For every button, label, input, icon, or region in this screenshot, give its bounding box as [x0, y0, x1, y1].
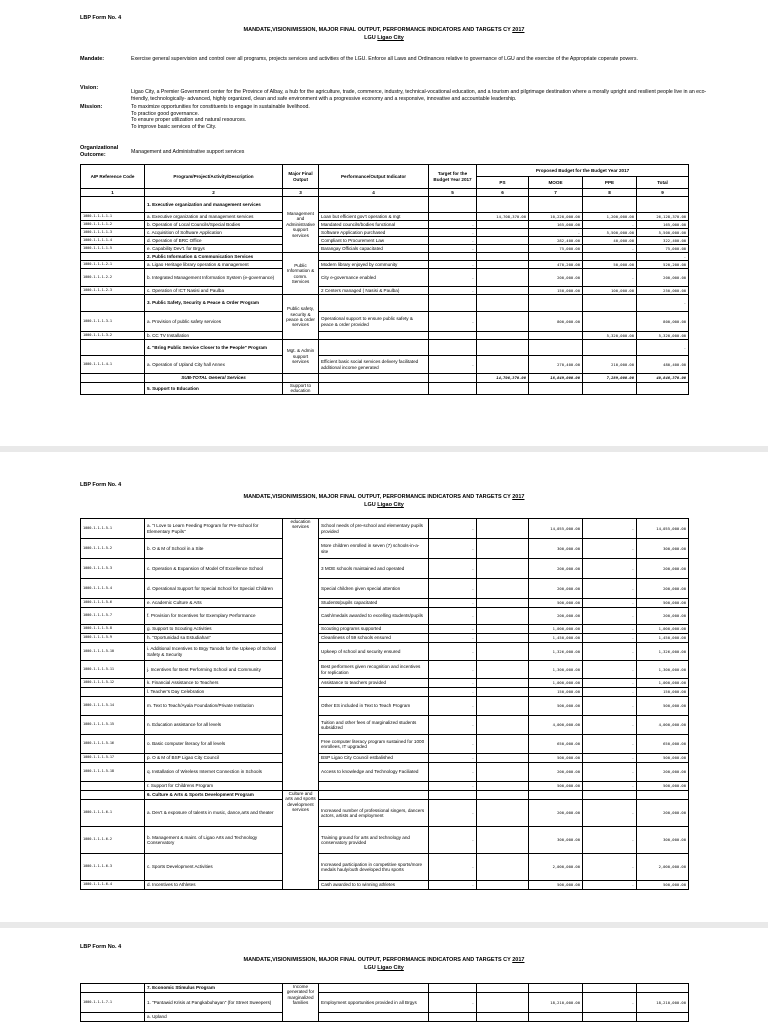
col-number: 3 [283, 189, 319, 197]
table-row: 1000-1-1-1-5-8 g. Support to Scouting Activities Scouting programs supported - 1,000,000.00 - 1,000,000.00 [81, 625, 689, 634]
mfo-cell: Management and Administrative support services [283, 197, 319, 253]
col-number: 5 [429, 189, 477, 197]
table-row: 1000-1-1-1-5-17 p. O & M of BSP Ligao City Council BSP Ligao City Council estbalished - 500,000.00 - 500,000.00 [81, 754, 689, 763]
org-outcome-text: Management and Administrative support services [131, 149, 245, 155]
subtotal-row: SUB-TOTAL General Services 14,708,370.00 18,849,000.00 7,289,000.00 40,846,370.00 [81, 374, 689, 383]
mission-text: To maximize opportunities for constituents to engage in sustainable livelihood. To practice good governance. To ensure proper utilization and natural resources. To improve basic services of the City. [131, 104, 310, 130]
col-mfo: Major Final Output [283, 165, 319, 189]
table-row: 1000-1-1-1-5-14 m. Text to Teach/Ayala Foundation/Private Institution Other ES included in Text to Teach Program - 500,000.00 - 500,000.00 [81, 697, 689, 716]
col-program: Program/Project/Activity/Description [145, 165, 283, 189]
document-title: MANDATE,VISION/MISSION, MAJOR FINAL OUTPUT, PERFORMANCE INDICATORS AND TARGETS CY 2017 [243, 957, 525, 963]
table-row: 5. Support to Education Support to education [81, 383, 689, 395]
table-row: 1000-1-1-1-5-15 n. Education assistance for all levels Tuition and other fees of marginalized students subsidized - 4,000,000.00 - 4,000,000.00 [81, 716, 689, 735]
col-number: 2 [145, 189, 283, 197]
col-proposed-budget: Proposed Budget for the Budget Year 2017 [477, 165, 689, 177]
table-row: 1000-1-1-1-1-1 a. Executive organization and management services Loan but efficient gov't operation & mgt 14,708,370.00 10,220,000.00 1,200,000.00 26,128,370.00 [81, 213, 689, 221]
lgu-line: LGU Ligao City [364, 35, 404, 41]
col-number: 1 [81, 189, 145, 197]
mission-label: Mission: [80, 104, 103, 110]
lgu-line: LGU Ligao City [364, 502, 404, 508]
table-row: 1000-1-1-1-1-3 c. Acquisition of Software Application Software Application purchased - - 5,500,000.00 5,500,000.00 [81, 229, 689, 237]
col-target: Target for the Budget Year 2017 [429, 165, 477, 189]
table-row: 1000-1-1-1-5-18 q. Installation of Wireless Internet Connection in Schools Access to knowledge and Technology Faciliated - 200,000.00 - 200,000.00 [81, 763, 689, 782]
vision-text: Ligao City, a Premier Government center for the Province of Albay, a hub for the agriculture, trade, commerce, industry, technical-vocational education, and a tourism and pilgrimage destination where a morally upright and resilient people live in an eco-friendly, technologically- advanced, highly organized, clean and safe environment with a progressive economy and a responsive, innovative and accountable leadership. [131, 89, 707, 102]
table-row: 1000-1-1-1-6-1 a. Dev't & exposure of talents in music, dance,arts and theater Increased number of professional singers, dancers actors, artists and employment - 200,000.00 - 200,000.00 [81, 800, 689, 827]
table-row: 1000-1-1-1-1-2 b. Operation of Local Councils/Special Bodies Mandated councils/bodies functional - 165,000.00 - 165,000.00 [81, 221, 689, 229]
col-number: 7 [529, 189, 583, 197]
vision-label: Vision: [80, 85, 99, 91]
table-row: 1000-1-1-1-2-2 b. Integrated Management Information System (e-governance) City e-governance enabled - 200,000.00 - 200,000.00 [81, 269, 689, 287]
table-row: 1000-1-1-1-3-2 b. CC TV Installation 5,320,000.00 5,320,000.00 [81, 332, 689, 340]
col-ps: PS [477, 177, 529, 189]
lgu-line: LGU Ligao City [364, 965, 404, 971]
table-row: 1000-1-1-1-5-3 c. Operation & Expansion of Model Of Excellence School 3 MOE schools maintained and operated - 200,000.00 - 200,000.00 [81, 559, 689, 579]
table-row: 1000-1-1-1-5-6 e. Academic Culture & Arts Students/pupils capacitated - 500,000.00 - 500,000.00 [81, 599, 689, 608]
table-row: 1000-1-1-1-4-1 a. Operation of Upland City hall Annex Efficient basic social services delivery facilitated additional income generated - 270,400.00 210,000.00 480,400.00 [81, 356, 689, 374]
col-ppe: PPE [583, 177, 637, 189]
table-row: 1000-1-1-1-2-3 c. Operation of ICT Nasisi and Paulba 2 Centers managed ( Nasisi & Paulba) - 150,000.00 100,000.00 250,000.00 [81, 287, 689, 295]
table-row: 1000-1-1-1-5-9 h. "Oportunidad sa Estudiahan" Cleanliness of 59 schools ensured - 1,450,000.00 - 1,450,000.00 [81, 634, 689, 643]
table-row: 1000-1-1-1-5-4 d. Operational Support for Special School for Special Children Special children given special attention - 200,000.00 - 200,000.00 [81, 579, 689, 599]
table-row: 1. Executive organization and management services Management and Administrative support services [81, 197, 689, 213]
document-title: MANDATE,VISION/MISSION, MAJOR FINAL OUTPUT, PERFORMANCE INDICATORS AND TARGETS CY 2017 [243, 494, 525, 500]
budget-table-page-2 [80, 518, 689, 890]
mfo-cell: Support to education [283, 383, 319, 395]
form-number: LBP Form No. 4 [80, 944, 122, 950]
mandate-text: Exercise general supervision and control over all programs, projects services and activities of the LGU. Enforce all Laws and Ordinances relative to governance of LGU and the exercise of the Appropriate coperate powers. [131, 56, 638, 62]
mfo-cell: Income generated for marginalized families [283, 984, 319, 1022]
document-page-3 [0, 928, 768, 1024]
form-number: LBP Form No. 4 [80, 482, 122, 488]
mfo-cell: Mgt. & Admin support services [283, 340, 319, 374]
mfo-cell: Public safety, security & peace & order services [283, 295, 319, 340]
table-row: 2. Public Information & Communication Services Public Information & comm. Services - [81, 253, 689, 261]
table-row: 1000-1-1-1-1-4 d. Operation of BRC Office Compliant to Procurement Law - 282,400.00 40,000.00 322,400.00 [81, 237, 689, 245]
table-row: 1000-1-1-1-5-7 f. Provision for Incentives for Exemplary Performance Cash/medals awarded to excelling students/pupils - 200,000.00 - 200,000.00 [81, 608, 689, 625]
table-row: 1000-1-1-1-5-16 o. Basic computer literacy for all levels Free computer literacy program sustained for 1000 enrollees, IT upgraded - 650,000.00 - 650,000.00 [81, 735, 689, 754]
document-page-1 [0, 0, 768, 446]
table-row: 4. "Bring Public Service Closer to the People" Program Mgt. & Admin support services - [81, 340, 689, 356]
col-indicator: Performance/Output Indicator [319, 165, 429, 189]
budget-table-page-1 [80, 164, 689, 395]
table-row: a. Upland [81, 1013, 689, 1022]
table-row: 1000-1-1-1-5-1 a. "I Love to Learn Feeding Program for Pre-School for Elementary Pupils" education services School needs of pre-school and elementary pupils provided - 14,055,000.00 - 14,055,000.00 [81, 519, 689, 539]
mfo-cell: education services [283, 519, 319, 791]
table-row: 1000-1-1-1-5-11 j. Incentives for Best Performing School and Community Best performers given recognition and incentives for replication - 1,300,000.00 - 1,300,000.00 [81, 661, 689, 679]
org-outcome-label: Organizational Outcome: [80, 145, 119, 158]
col-number: 9 [637, 189, 689, 197]
form-number: LBP Form No. 4 [80, 15, 122, 21]
document-title: MANDATE,VISION/MISSION, MAJOR FINAL OUTPUT, PERFORMANCE INDICATORS AND TARGETS CY 2017 [243, 27, 525, 33]
col-number: 6 [477, 189, 529, 197]
table-row: 1000-1-1-1-3-1 a. Provision of public safety services Operational support to ensure public safety & peace & order provided - 800,000.00 800,000.00 [81, 312, 689, 332]
table-row: r. Support for Childrens Program - 500,000.00 - 500,000.00 [81, 782, 689, 791]
mandate-label: Mandate: [80, 56, 105, 62]
table-row: l. Teacher's Day Celebration - 150,000.00 - 150,000.00 [81, 688, 689, 697]
table-row: 1000-1-1-1-6-4 d. Incentives to Athletes Cash awarded to to winning athletes - 500,000.00 - 500,000.00 [81, 881, 689, 890]
col-mooe: MOOE [529, 177, 583, 189]
table-row: 1000-1-1-1-6-2 b. Management & maint. of Ligao Arts and Technology Conservatory Training ground for arts and technology and conservatory provided - 300,000.00 - 300,000.00 [81, 827, 689, 854]
document-page-2 [0, 452, 768, 922]
table-row: 1000-1-1-1-2-1 a. Ligao Heritage library operation & management Modern library enjoyed by community - 470,200.00 50,000.00 520,200.00 [81, 261, 689, 269]
table-row: 1000-1-1-1-6-3 c. Sports Development Activities Increased participation in competitive sports/more medals hauly/outh developed thru sports - 2,000,000.00 - 2,000,000.00 [81, 854, 689, 881]
budget-table-page-3 [80, 983, 689, 1022]
table-row: 1000-1-1-1-5-2 b. O & M of School in a Site More children enrolled in seven (7) schools-in-a-site - 300,000.00 - 300,000.00 [81, 539, 689, 559]
mfo-cell: Public Information & comm. Services [283, 253, 319, 295]
table-row: 3. Public Safety, Security & Peace & Order Program Public safety, security & peace & order services - [81, 295, 689, 312]
mfo-cell: Culture and arts and sports development services [283, 791, 319, 890]
col-total: Total [637, 177, 689, 189]
table-row: 1000-1-1-1-5-10 i. Additional Incentives to Brgy Tanods for the Upkeep of School Safety & Security Upkeep of school and security ensured - 1,326,000.00 - 1,326,000.00 [81, 643, 689, 661]
table-row: 1000-1-1-1-7-1 1. "Pantawid Krisis at Pangkabuhayan" (for Street Sweepers) Employment opportunities provided in all Brgys - 18,210,000.00 - 18,210,000.00 [81, 993, 689, 1013]
table-row: 1000-1-1-1-5-12 k. Financial Assistance to Teachers Assistance to teachers provided - 1,000,000.00 - 1,000,000.00 [81, 679, 689, 688]
table-row: 6. Culture & Arts & Sports Development Program Culture and arts and sports development services [81, 791, 689, 800]
table-row: 1000-1-1-1-1-5 e. Capability Dev't. for Brgys Barangay Officials capacitated - 75,000.00 - 75,000.00 [81, 245, 689, 253]
table-row: 7. Economic Stimulus Program Income generated for marginalized families [81, 984, 689, 993]
col-number: 8 [583, 189, 637, 197]
col-aip-code: AIP Reference Code [81, 165, 145, 189]
col-number: 4 [319, 189, 429, 197]
